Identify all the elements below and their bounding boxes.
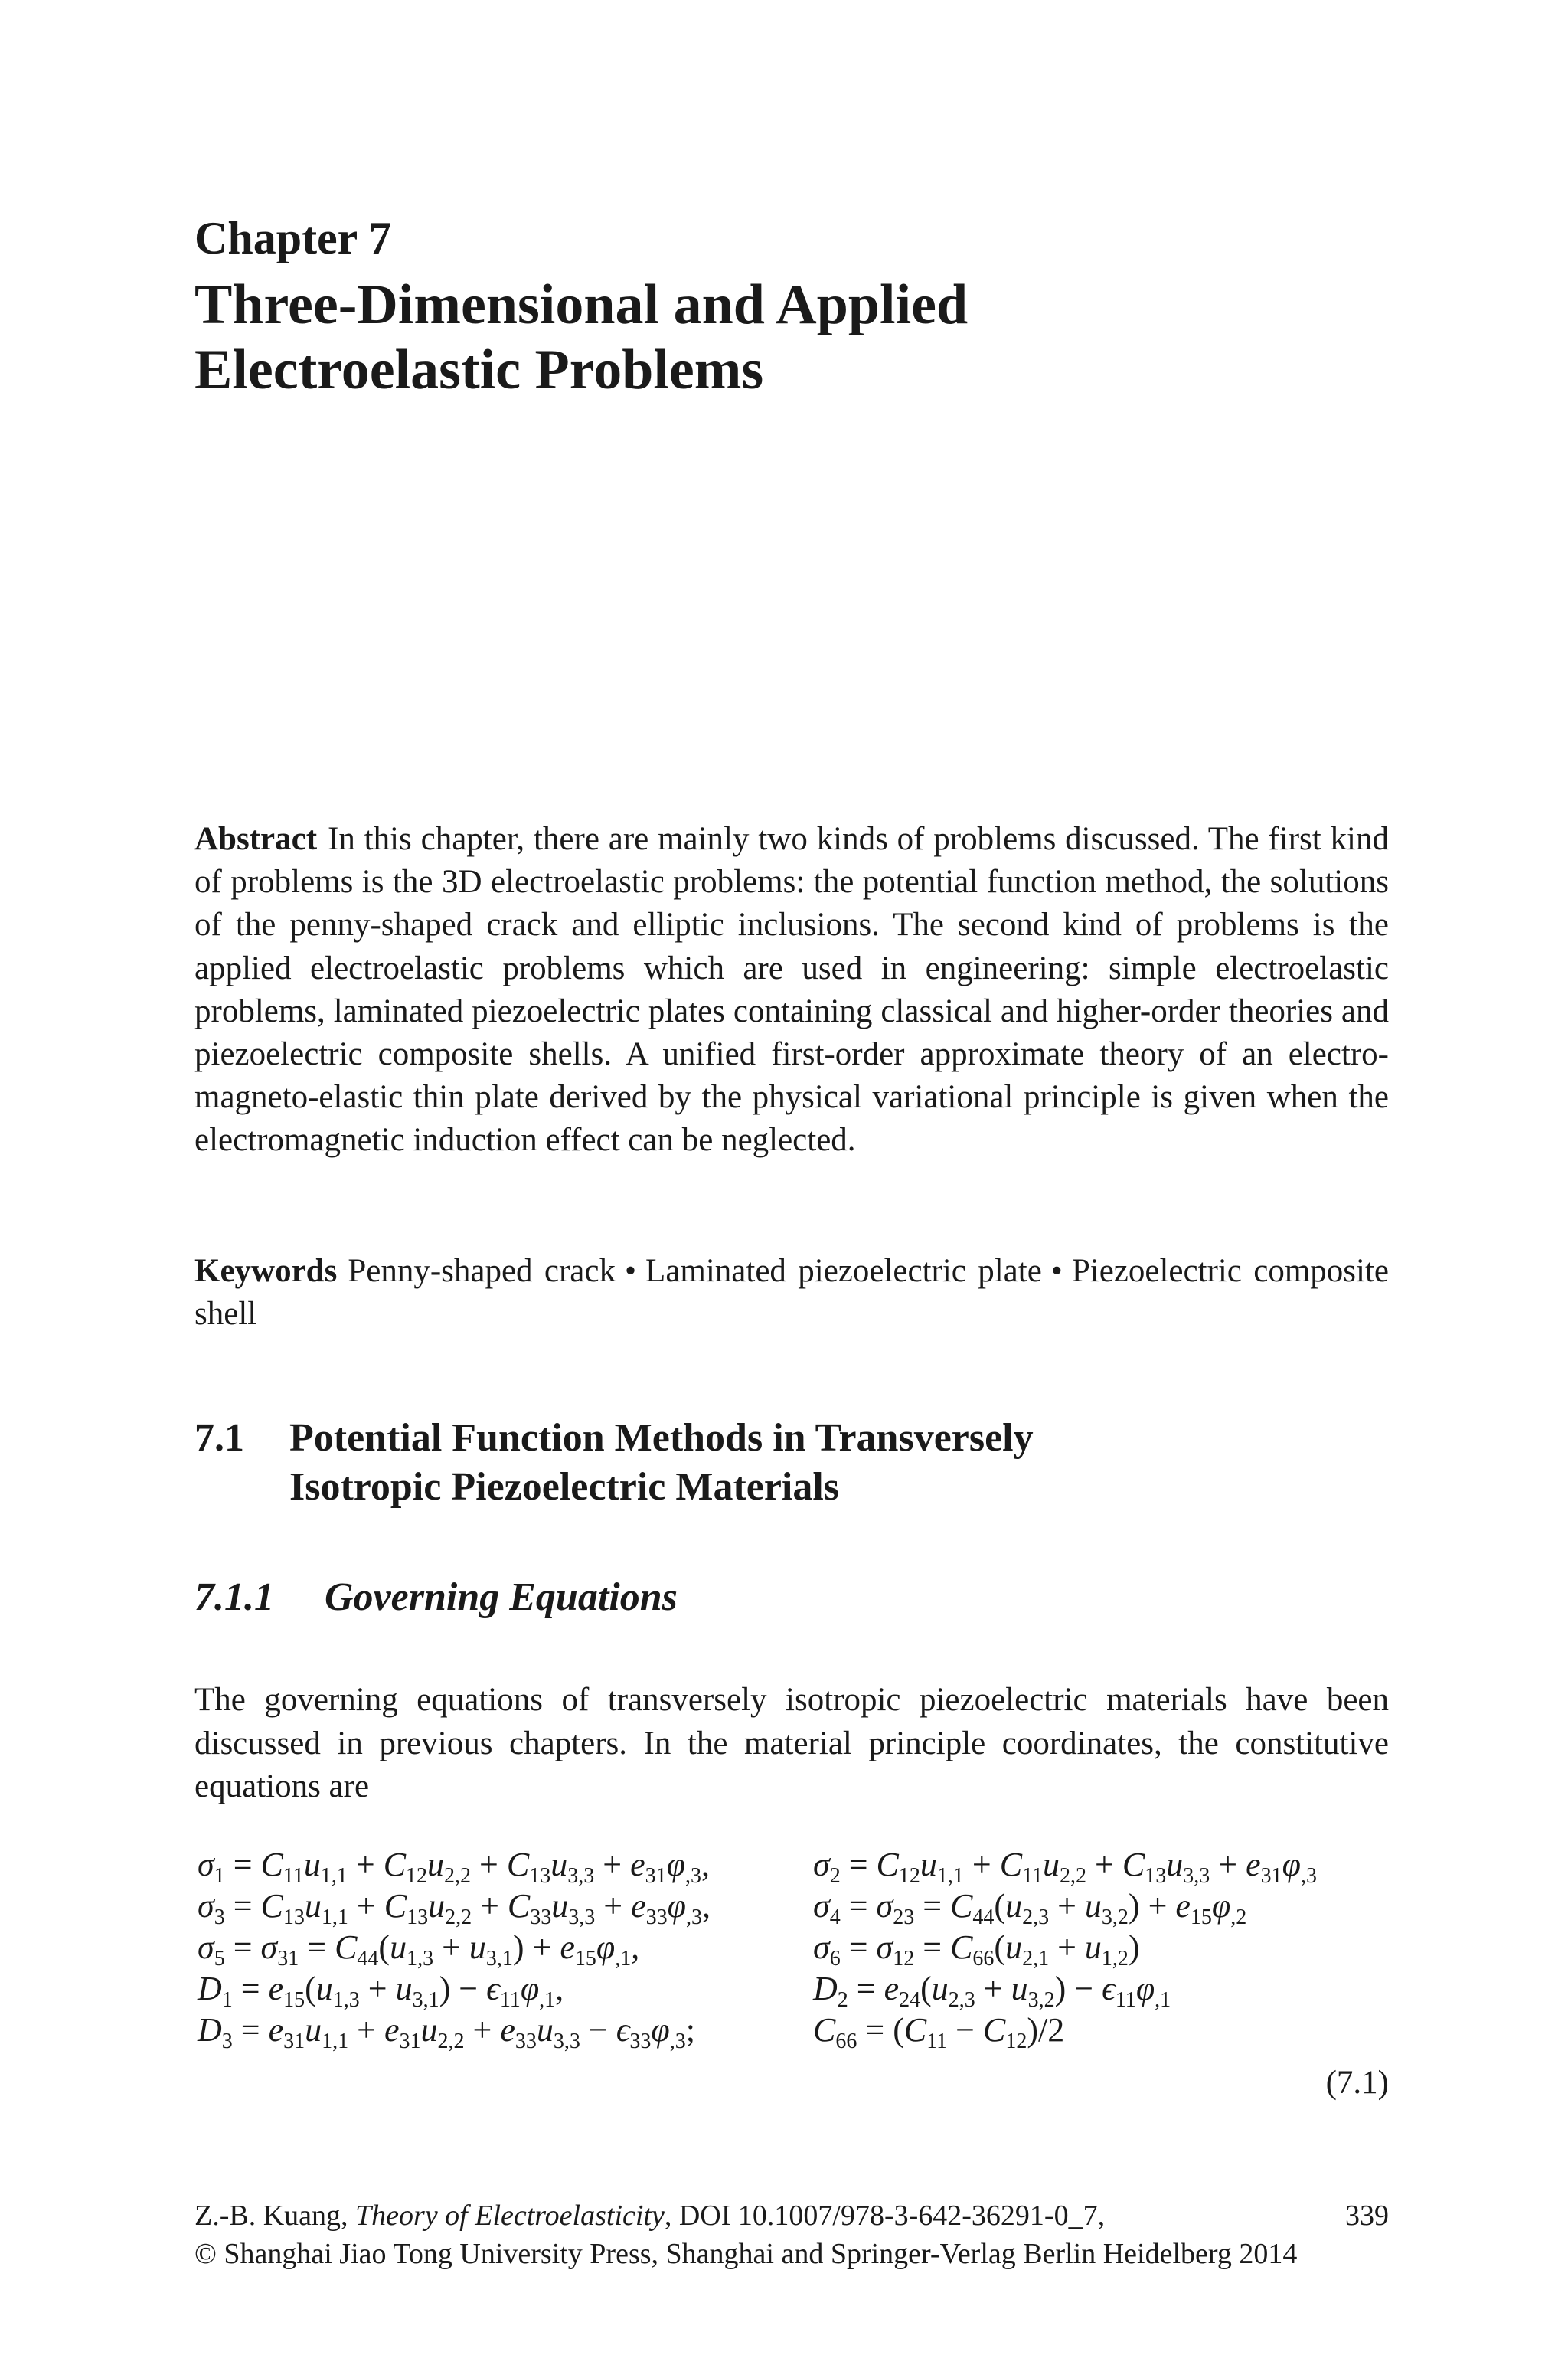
equation-number: (7.1) [1325,2065,1389,2101]
equation-sigma2: $\sigma_2 = C_{12}u_{1,1} + C_{11}u_{2,2} + C_{13}u_{3,3} + e_{31}\varphi_{,3}$ [813,1846,1317,1888]
chapter-title-line-2: Electroelastic Problems [194,339,764,401]
footer [194,2196,1389,2273]
keyword-separator: • [624,1253,637,1289]
section-title-line-2: Isotropic Piezoelectric Materials [289,1465,840,1509]
equation-d1: $D_1 = e_{15}(u_{1,3} + u_{3,1}) - \epsilon_{11}\varphi_{,1}$, [198,1970,564,2012]
keyword-item: Penny-shaped crack [348,1253,616,1289]
abstract [194,818,1389,1163]
footer-copyright: © Shanghai Jiao Tong University Press, Shanghai and Springer-Verlag Berlin Heidelberg 2014 [194,2238,1298,2270]
equation-sigma6: $\sigma_6 = \sigma_{12} = C_{66}(u_{2,1} + u_{1,2})$ [813,1928,1140,1971]
equation-row [194,1968,1389,2010]
equation-sigma3: $\sigma_3 = C_{13}u_{1,1} + C_{13}u_{2,2} + C_{33}u_{3,3} + e_{33}\varphi_{,3}$, [198,1887,710,1929]
subsection-heading [194,1573,678,1622]
abstract-label: Abstract [194,821,318,857]
footer-book-title: Theory of Electroelasticity [355,2200,665,2232]
chapter-title [194,273,1389,403]
equation-sigma1: $\sigma_1 = C_{11}u_{1,1} + C_{12}u_{2,2} + C_{13}u_{3,3} + e_{31}\varphi_{,3}$, [198,1846,710,1888]
body-paragraph: The governing equations of transversely isotropic piezoelectric materials have been discussed in previous chapters. In the material principle coordinates, the constitutive equations are [194,1682,1389,1804]
equation-row [194,1886,1389,1927]
footer-doi: , DOI 10.1007/978-3-642-36291-0_7, [664,2200,1106,2232]
footer-author: Z.-B. Kuang, [194,2200,356,2232]
equation-d2: $D_2 = e_{24}(u_{2,3} + u_{3,2}) - \epsilon_{11}\varphi_{,1}$ [813,1970,1171,2012]
subsection-title: Governing Equations [325,1575,678,1619]
keywords-label: Keywords [194,1253,338,1289]
equation-sigma4: $\sigma_4 = \sigma_{23} = C_{44}(u_{2,3} + u_{3,2}) + e_{15}\varphi_{,2}$ [813,1887,1247,1929]
equation-d3: $D_3 = e_{31}u_{1,1} + e_{31}u_{2,2} + e_{33}u_{3,3} - \epsilon_{33}\varphi_{,3}$; [198,2011,695,2053]
equation-sigma5: $\sigma_5 = \sigma_{31} = C_{44}(u_{1,3} + u_{3,1}) + e_{15}\varphi_{,1}$, [198,1928,640,1971]
section-number: 7.1 [194,1416,244,1460]
keyword-item: Piezoelectric composite shell [194,1253,1389,1332]
equation-c66: $C_{66} = (C_{11} - C_{12})/2$ [813,2011,1065,2053]
chapter-title-line-1: Three-Dimensional and Applied [194,273,969,336]
equation-row [194,1927,1389,1971]
footer-citation [194,2196,1389,2235]
equation-row [194,1844,1389,1886]
equation-row [194,2010,1389,2051]
keywords [194,1250,1389,1336]
abstract-text: In this chapter, there are mainly two kinds of problems discussed. The first kind of problems is the 3D electroelastic problems: the potential function method, the solutions of the penny-shaped crack and elliptic inclusions. The second kind of problems is the applied electroelastic problems which are used in engineering: simple electroelastic problems, laminated piezoelectric plates containing classical and higher-order theories and piezoelectric composite shells. A unified first-order approximate theory of an electro-magneto-elastic thin plate derived by the physical variational principle is given when the electromagnetic induction effect can be neglected. [194,821,1389,1159]
constitutive-equations [194,1844,1389,2051]
section-heading [194,1414,1389,1512]
section-title-line-1: Potential Function Methods in Transversely [289,1416,1034,1460]
chapter-label: Chapter 7 [194,213,392,263]
keyword-separator: • [1050,1253,1063,1289]
subsection-number: 7.1.1 [194,1575,274,1619]
keyword-item: Laminated piezoelectric plate [645,1253,1042,1289]
page-number: 339 [1345,2200,1389,2232]
